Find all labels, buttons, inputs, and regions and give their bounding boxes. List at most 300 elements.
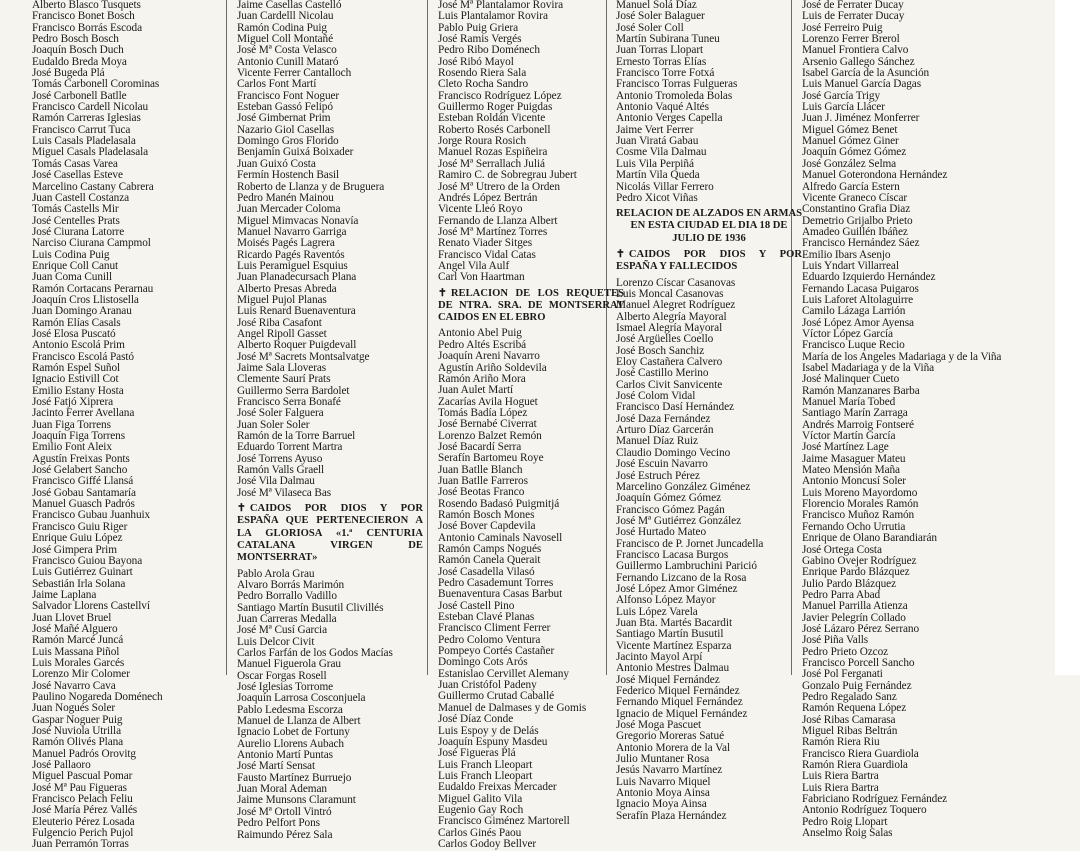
name-entry: Ramón de la Torre Barruel [237, 430, 356, 443]
name-entry: Martín Subirana Tuneu [616, 33, 720, 46]
name-entry: Ramón Riera Riu [802, 736, 880, 749]
name-entry: Pedro Roig Llopart [802, 815, 888, 828]
name-entry: José González Selma [802, 157, 897, 170]
name-entry: José Carbonell Batlle [32, 89, 127, 102]
name-entry: José Bernabé Civerrat [438, 418, 537, 431]
name-entry: Alberto Presas Abreda [237, 282, 337, 295]
name-entry: Ignacio Lobet de Fortuny [237, 726, 350, 739]
name-entry: Santiago Martín Busutil [616, 628, 724, 641]
name-entry: José Moga Pascuet [616, 719, 702, 732]
name-entry: Fernando Miquel Fernández [616, 696, 743, 709]
name-entry: José Díaz Conde [438, 713, 514, 726]
name-entry: Fernando Lacasa Puigaros [802, 282, 919, 295]
name-entry: José López Amor Giménez [616, 582, 738, 595]
name-entry: José Mª Vilaseca Bas [237, 486, 332, 499]
name-entry: Miguel Galito Vila [438, 792, 523, 805]
name-entry: José Piña Valls [802, 634, 869, 647]
name-entry: Sebastián Irla Solana [32, 577, 126, 590]
name-entry: Manuel Goterondona Hernández [802, 169, 948, 182]
name-entry: Miguel Coll Montañé [237, 33, 333, 46]
name-entry: Antonio Cunill Mataró [237, 55, 339, 68]
name-entry: Francisco Borrás Escoda [32, 21, 143, 34]
name-entry: Pedro Bosch Bosch [32, 33, 119, 46]
name-entry: Antonio Vaqué Altés [616, 101, 709, 114]
name-entry: Juan Mercader Coloma [237, 203, 341, 216]
name-entry: Aurelio Llorens Aubach [237, 737, 344, 750]
name-entry: Ignacio Estivill Cot [32, 373, 119, 386]
name-entry: Juan Batlle Blanch [438, 463, 523, 476]
name-column-1 [28, 0, 222, 851]
name-entry: Zacarías Avila Hoguet [438, 395, 538, 408]
name-entry: José Gimbernat Prim [237, 112, 331, 125]
name-entry: Francisco Hernández Sáez [802, 237, 920, 250]
name-entry: Jaime Munsons Claramunt [237, 794, 356, 807]
name-entry: Francisco de P. Jornet Juncadella [616, 537, 764, 550]
name-entry: Oscar Forgas Rosell [237, 669, 327, 682]
name-entry: Eugenio Gay Roch [438, 803, 524, 816]
name-entry: Isabel García de la Asunción [802, 67, 930, 80]
section-heading-text: CAIDOS POR DIOS Y POR ESPAÑA QUE PERTENECIERON A LA GLORIOSA «1.ª CENTURIA CATALANA VIRGEN DE MONTSERRAT» [237, 503, 423, 564]
name-entry: Tomás Casas Varea [32, 157, 118, 170]
name-entry: Federico Miquel Fernández [616, 685, 740, 698]
name-entry: José Ferreiro Puig [802, 21, 883, 34]
name-entry: Benjamín Guixá Boixader [237, 146, 354, 159]
name-entry: Juan Guixó Costa [237, 157, 316, 170]
name-entry: Jorge Roura Rosich [438, 135, 527, 148]
name-entry: Eloy Castañera Calvero [616, 356, 723, 369]
name-entry: Carlos Font Martí [237, 78, 317, 91]
name-entry: Julio Pardo Blázquez [802, 577, 897, 590]
name-entry: Roberto de Llanza y de Bruguera [237, 180, 385, 193]
name-entry: José Lázaro Pérez Serrano [802, 622, 920, 635]
name-entry: José Fatjó Xiprera [32, 396, 114, 409]
name-entry: Rosendo Badasó Puigmitjá [438, 497, 560, 510]
section-heading [438, 288, 624, 325]
name-entry: José García Trigy [802, 89, 881, 102]
section-heading-text: RELACION DE ALZADOS EN ARMAS EN ESTA CIUDAD EL DIA 18 DE JULIO DE 1936 [616, 208, 803, 244]
name-entry: Jaime Vert Ferrer [616, 123, 694, 136]
name-entry: José Castillo Merino [616, 367, 709, 380]
name-entry: José López Amor Ayensa [802, 316, 914, 329]
name-entry: Marcelino González Giménez [616, 480, 751, 493]
name-entry: Luis de Ferrater Ducay [802, 10, 905, 23]
name-entry: Luis Massana Piñol [32, 645, 120, 658]
name-entry: Miguel Ribas Beltrán [802, 725, 898, 737]
name-entry: Esteban Roldán Vicente [438, 112, 546, 125]
name-entry: José Argüelles Coello [616, 333, 714, 346]
name-entry: Antonio Verges Capella [616, 112, 723, 125]
name-entry: Miguel Mimvacas Nonavía [237, 214, 359, 227]
name-entry: Julio Muntaner Rosa [616, 753, 710, 766]
name-entry: José Torrens Ayuso [237, 452, 323, 465]
page-edge [1055, 0, 1080, 675]
name-entry: Antonio Martí Puntas [237, 749, 333, 762]
name-entry: Tomás Carbonell Corominas [32, 78, 160, 91]
name-entry: Alvaro Borrás Marimón [237, 578, 345, 591]
name-entry: Miguel Pascual Pomar [32, 770, 133, 783]
name-entry: José Castell Pino [438, 599, 515, 612]
name-entry: Víctor López García [802, 327, 893, 340]
name-entry: José Mª Plantalamor Rovira [438, 0, 564, 11]
name-entry: Carlos Civit Sanvicente [616, 378, 723, 391]
name-entry: Juan Aulet Martí [438, 384, 514, 397]
name-entry: Pedro Altés Escribá [438, 338, 527, 351]
name-entry: Lorenzo Mir Colomer [32, 668, 130, 681]
name-entry: Luis Moreno Mayordomo [802, 486, 918, 499]
name-entry: Francisco Escolá Pastó [32, 350, 134, 363]
name-column-5 [798, 0, 1002, 840]
name-entry: Eudaldo Freixas Mercader [438, 781, 557, 794]
name-entry: Francisco Dasí Hernández [616, 401, 734, 414]
name-entry: Isabel Madariaga y de la Viña [802, 362, 935, 374]
section-heading [616, 249, 802, 274]
name-entry: José Martí Sensat [237, 760, 315, 773]
name-entry: Ramón Valls Graell [237, 464, 325, 477]
name-entry: José Hurtado Mateo [616, 526, 707, 539]
name-entry: Vicente Graneco Císcar [802, 191, 908, 204]
name-entry: José Mª Ortoll Vintró [237, 805, 332, 818]
name-entry: Pedro Parra Abad [802, 588, 881, 601]
name-entry: Luis Peramiguel Esquius [237, 259, 348, 272]
name-column-2 [233, 0, 427, 841]
name-entry: Emilio Ibars Asenjo [802, 248, 891, 261]
name-entry: Pedro Manén Mainou [237, 191, 334, 204]
name-entry: Guillermo Serra Bardolet [237, 384, 350, 397]
name-entry: Ricardo Pagés Raventós [237, 248, 345, 261]
name-entry: Pedro Regalado Sanz [802, 690, 897, 703]
name-entry: Salvador Llorens Castellví [32, 600, 150, 613]
name-entry: Ramón Riera Guardiola [802, 759, 908, 772]
name-entry: Ramón Olivés Plana [32, 736, 124, 749]
name-entry: Fausto Martínez Burruejo [237, 771, 352, 784]
name-entry: Alfredo García Estern [802, 180, 900, 193]
name-entry: Juan Cardelll Nicolau [237, 10, 334, 23]
name-entry: José Casadella Vilasó [438, 565, 535, 578]
name-entry: Eleuterio Pérez Losada [32, 815, 135, 828]
name-entry: Manuel Rozas Espiñeira [438, 146, 548, 159]
name-entry: Francisco Porcell Sancho [802, 656, 915, 669]
name-entry: Luis Laforet Altolaguirre [802, 293, 914, 306]
name-entry: Manuel Solá Díaz [616, 0, 697, 11]
name-entry: Luis Vila Perpiñá [616, 157, 694, 170]
name-entry: Joaquín Gómez Gómez [802, 146, 907, 159]
name-entry: Fermín Hostench Basil [237, 169, 340, 182]
name-entry: Pedro Ribo Doménech [438, 44, 540, 57]
name-entry: José Ramis Vergés [438, 33, 522, 46]
name-entry: José Colom Vidal [616, 390, 696, 403]
name-entry: Juan Llovet Bruel [32, 611, 112, 624]
name-entry: Antonio Morera de la Val [616, 741, 731, 754]
name-entry: Luis Navarro Miquel [616, 775, 711, 788]
name-entry: Lorenzo Císcar Casanovas [616, 276, 736, 289]
name-entry: Clemente Saurí Prats [237, 373, 331, 386]
name-entry: Manuel Gómez Giner [802, 135, 899, 148]
name-entry: Gonzalo Puig Fernández [802, 679, 912, 692]
name-entry: Pedro Colomo Ventura [438, 633, 541, 646]
name-entry: Eduardo Torrent Martra [237, 441, 343, 454]
name-entry: Manuel de Llanza de Albert [237, 715, 361, 728]
name-entry: Miguel Gómez Benet [802, 123, 898, 136]
name-entry: Santiago Marín Zarraga [802, 407, 908, 420]
name-entry: Manuel Parrilla Atienza [802, 600, 908, 613]
name-entry: Tomás Castells Mir [32, 203, 119, 216]
name-entry: Luis Casals Pladelasala [32, 135, 136, 148]
name-entry: Alfonso López Mayor [616, 594, 716, 607]
name-entry: Francisco Cardell Nicolau [32, 101, 149, 114]
name-entry: Jaime Sala Lloveras [237, 362, 327, 374]
name-entry: Antonio Moncusí Soler [802, 475, 906, 488]
name-entry: Esteban Gassó Felipó [237, 101, 333, 114]
name-entry: Ramón Requena López [802, 702, 907, 715]
name-entry: Manuel Frontiera Calvo [802, 44, 909, 57]
name-entry: Manuel Guasch Padrós [32, 498, 135, 511]
name-entry: Francisco Bonet Bosch [32, 10, 135, 23]
name-entry: Manuel Figuerola Grau [237, 658, 341, 671]
name-entry: Angel Vila Aulf [438, 259, 510, 272]
name-entry: Manuel María Tobed [802, 396, 896, 409]
name-entry: José Ciurana Latorre [32, 225, 125, 238]
name-entry: Francisco Serra Bonafé [237, 396, 341, 409]
name-entry: Juan Bta. Martés Bacardit [616, 616, 733, 629]
name-entry: Nazario Giol Casellas [237, 123, 335, 136]
name-entry: Francisco Font Noguer [237, 89, 340, 102]
name-entry: Anselmo Roig Salas [802, 827, 893, 840]
name-entry: Ramón Camps Nogués [438, 543, 542, 556]
name-entry: Antonio Escolá Prim [32, 339, 125, 352]
cross-icon: ✝ [616, 249, 625, 261]
name-entry: Luis Morales Garcés [32, 656, 125, 669]
name-entry: José Mª Sacrets Montsalvatge [237, 350, 370, 363]
name-entry: José Miquel Fernández [616, 673, 720, 686]
name-entry: Luis Codina Puig [32, 248, 110, 261]
name-entry: Pedro Casademunt Torres [438, 577, 554, 590]
name-entry: Guillermo Roger Puigdas [438, 101, 553, 114]
name-entry: Antonio Moya Ainsa [616, 787, 710, 800]
name-entry: Jesús Navarro Martínez [616, 764, 723, 777]
name-entry: Ramón Bosch Mones [438, 508, 535, 521]
name-entry: Domingo Cots Arós [438, 656, 528, 669]
name-entry: Francisco Guiou Bayona [32, 554, 143, 567]
section-heading [616, 208, 802, 245]
name-entry: José Ribó Mayol [438, 55, 514, 68]
name-entry: Lorenzo Balzet Remón [438, 429, 542, 442]
name-entry: Francisco Pelach Feliu [32, 793, 133, 806]
name-entry: José Ribas Camarasa [802, 713, 896, 726]
name-entry: Juan Soler Soler [237, 418, 310, 431]
name-entry: Miguel Casals Pladelasala [32, 146, 149, 159]
name-entry: Guillermo Crutad Caballé [438, 690, 555, 703]
name-entry: Roberto Rosés Carbonell [438, 123, 551, 136]
name-entry: María de los Angeles Madariaga y de la Viña [802, 350, 1002, 363]
name-column-3 [434, 0, 628, 850]
name-entry: Serafín Bartomeu Roye [438, 452, 544, 465]
name-entry: Francisco Giménez Martorell [438, 815, 570, 828]
name-entry: Jaime Casellas Castelló [237, 0, 342, 11]
name-entry: Marcelino Castany Cabrera [32, 180, 154, 193]
name-entry: Juan Domingo Aranau [32, 305, 132, 318]
name-entry: José Iglesias Torrome [237, 681, 334, 694]
name-entry: Raimundo Pérez Sala [237, 828, 333, 841]
name-entry: Fernando Lizcano de la Rosa [616, 571, 747, 584]
name-entry: José Bover Capdevila [438, 520, 536, 533]
name-entry: Miguel Pujol Planas [237, 293, 327, 306]
name-entry: Pedro Xicot Viñas [616, 191, 698, 204]
section-heading-text: CAIDOS POR DIOS Y POR ESPAÑA Y FALLECIDOS [616, 249, 802, 273]
name-entry: Luis Espoy y de Delás [438, 724, 539, 737]
name-entry: Enrique Guiu López [32, 532, 123, 545]
cross-icon: ✝ [438, 287, 447, 299]
name-entry: Ramón Ariño Mora [438, 372, 526, 385]
name-entry: Demetrio Grijalbo Prieto [802, 214, 913, 227]
name-entry: Juan Torras Llopart [616, 44, 704, 57]
name-entry: Gaspar Noguer Puig [32, 713, 123, 726]
name-entry: José Martínez Lage [802, 441, 889, 454]
name-entry: Luis Moncal Casanovas [616, 288, 724, 301]
name-entry: Jaime Masaguer Mateu [802, 452, 906, 465]
section-heading [237, 503, 423, 564]
name-entry: Antonio Tromoleda Bolas [616, 89, 733, 102]
name-entry: Francisco Torras Fulgueras [616, 78, 738, 91]
name-entry: José Pol Ferganati [802, 668, 883, 681]
name-entry: Francisco Lacasa Burgos [616, 548, 729, 561]
name-entry: Fabriciano Rodríguez Fernández [802, 793, 948, 806]
name-entry: Juan Viratá Gabau [616, 135, 699, 148]
name-entry: Narciso Ciurana Campmol [32, 237, 151, 250]
name-entry: Francisco Torre Fotxá [616, 67, 715, 80]
name-entry: José Mª Cusí Garcia [237, 624, 328, 637]
name-entry: Jacinto Mayol Arpí [616, 651, 703, 664]
name-entry: José Bacardí Serra [438, 440, 522, 453]
name-entry: José Soler Balaguer [616, 10, 705, 23]
name-entry: José Riba Casafont [237, 316, 322, 329]
name-entry: José Soler Coll [616, 21, 684, 34]
name-entry: Francisco Gubau Juanhuix [32, 509, 151, 522]
name-entry: Ignacio de Miquel Fernández [616, 707, 748, 720]
name-entry: Cleto Rocha Sandro [438, 78, 529, 91]
name-entry: Ignacio Moya Ainsa [616, 798, 707, 811]
name-entry: Pablo Arola Grau [237, 567, 315, 580]
name-entry: Carl Von Haartman [438, 271, 525, 284]
name-entry: Luis Gutiérrez Guinart [32, 566, 133, 579]
name-entry: José Casellas Esteve [32, 169, 123, 182]
name-entry: Joaquín Espuny Masdeu [438, 735, 548, 748]
name-entry: Arturo Díaz Garcerán [616, 424, 714, 437]
name-entry: Francisco Climent Ferrer [438, 622, 551, 635]
cross-icon: ✝ [237, 503, 246, 515]
name-entry: José Centelles Prats [32, 214, 120, 227]
name-entry: Joaquín Gómez Gómez [616, 492, 722, 505]
name-entry: Francisco Riera Guardiola [802, 747, 919, 760]
name-entry: Juan Planadecursach Plana [237, 271, 357, 284]
column-rule [427, 0, 428, 675]
name-column-4 [612, 0, 806, 822]
name-entry: Alberto Blasco Tusquets [32, 0, 141, 11]
name-entry: Gregorio Moreras Satué [616, 730, 725, 743]
name-entry: José Beotas Franco [438, 486, 525, 499]
name-entry: Ramón Codina Puig [237, 21, 327, 34]
name-entry: José Vila Dalmau [237, 475, 315, 488]
name-entry: José Nuviola Utrilla [32, 725, 121, 737]
name-entry: Pompeyo Cortés Castañer [438, 645, 555, 658]
section-heading-text: RELACION DE LOS REQUETES DE NTRA. SRA. DE MONTSERRAT CAIDOS EN EL EBRO [438, 287, 624, 324]
name-entry: Luis López Varela [616, 605, 698, 618]
name-entry: Ramón Manzanares Barba [802, 384, 920, 397]
name-entry: Luis Riera Bartra [802, 770, 879, 783]
name-entry: José de Ferrater Ducay [802, 0, 904, 11]
name-entry: Francisco Vidal Catas [438, 248, 536, 261]
name-entry: Pedro Borrallo Vadillo [237, 590, 337, 603]
name-entry: José Ortega Costa [802, 543, 882, 556]
name-entry: Antonio Mestres Dalmau [616, 662, 730, 675]
name-entry: Luis García Llácer [802, 101, 885, 114]
name-entry: Agustín Ariño Soldevila [438, 361, 547, 374]
name-entry: Juan Nogués Soler [32, 702, 116, 715]
name-entry: José Pallaoro [32, 759, 91, 772]
name-entry: Manuel Padrós Orovitg [32, 747, 136, 760]
name-entry: Moisés Pagés Lagrera [237, 237, 335, 250]
name-entry: Florencio Morales Ramón [802, 498, 919, 511]
name-entry: Emilio Font Aleix [32, 441, 112, 454]
name-entry: Eudaldo Breda Moya [32, 55, 127, 68]
name-entry: José Malinquer Cueto [802, 373, 900, 386]
name-entry: Ramón Carreras Iglesias [32, 112, 141, 125]
name-entry: Enrique Pardo Blázquez [802, 566, 910, 579]
name-entry: Santiago Martín Busutil Clivillés [237, 601, 384, 614]
name-entry: José Mª Serrallach Juliá [438, 157, 546, 170]
name-entry: Amadeo Guillén Ibáñez [802, 225, 908, 238]
name-entry: Joaquín Larrosa Cosconjuela [237, 692, 366, 705]
name-entry: José Soler Falguera [237, 407, 324, 420]
name-entry: Emilio Estany Hosta [32, 384, 124, 397]
name-entry: Fulgencio Perich Pujol [32, 827, 134, 840]
name-entry: Andrés López Bertrán [438, 191, 538, 204]
name-entry: Nicolás Villar Ferrero [616, 180, 714, 193]
name-entry: Enrique de Olano Barandiarán [802, 532, 937, 545]
name-entry: José Elosa Puscató [32, 327, 116, 340]
name-entry: Guillermo Lambruchini Parició [616, 560, 757, 573]
name-entry: Ramón Marcé Juncá [32, 634, 124, 647]
name-entry: Joaquín Figa Torrens [32, 430, 126, 443]
name-entry: Víctor Martín García [802, 430, 896, 443]
name-entry: Gabino Ovejer Rodríguez [802, 554, 917, 567]
name-entry: José Bosch Sanchiz [616, 344, 705, 357]
name-entry: Serafín Plaza Hernández [616, 809, 727, 822]
name-entry: Ramiro C. de Sobregrau Jubert [438, 169, 577, 182]
name-entry: Juan Castell Costanza [32, 191, 130, 204]
name-entry: José Figueras Plá [438, 747, 516, 760]
name-entry: Carlos Ginés Paou [438, 826, 522, 839]
name-entry: Jaime Laplana [32, 588, 97, 601]
name-entry: Claudio Domingo Vecino [616, 446, 731, 459]
name-entry: Martín Vila Queda [616, 169, 700, 182]
name-entry: Arsenio Gallego Sánchez [802, 55, 915, 68]
name-entry: Angel Ripoll Gasset [237, 327, 327, 340]
name-entry: Fernando Ocho Urrutia [802, 520, 906, 533]
name-entry: Joaquín Bosch Duch [32, 44, 124, 57]
name-entry: Cosme Vila Dalmau [616, 146, 707, 159]
name-entry: Manuel de Dalmases y de Gomis [438, 701, 587, 714]
name-entry: Rosendo Riera Sala [438, 67, 527, 80]
name-entry: Luis Riera Bartra [802, 781, 879, 794]
name-entry: Luis Plantalamor Rovira [438, 10, 548, 23]
name-entry: José María Pérez Vallés [32, 804, 138, 817]
name-entry: Luis Yndart Villarreal [802, 259, 899, 272]
name-entry: Alberto Roquer Puigdevall [237, 339, 357, 352]
name-entry: Camilo Lázaga Larrión [802, 305, 906, 318]
name-entry: Juan Batlle Farreros [438, 474, 528, 487]
name-entry: José Escuin Navarro [616, 458, 708, 471]
name-entry: Mateo Mensión Maña [802, 464, 900, 477]
